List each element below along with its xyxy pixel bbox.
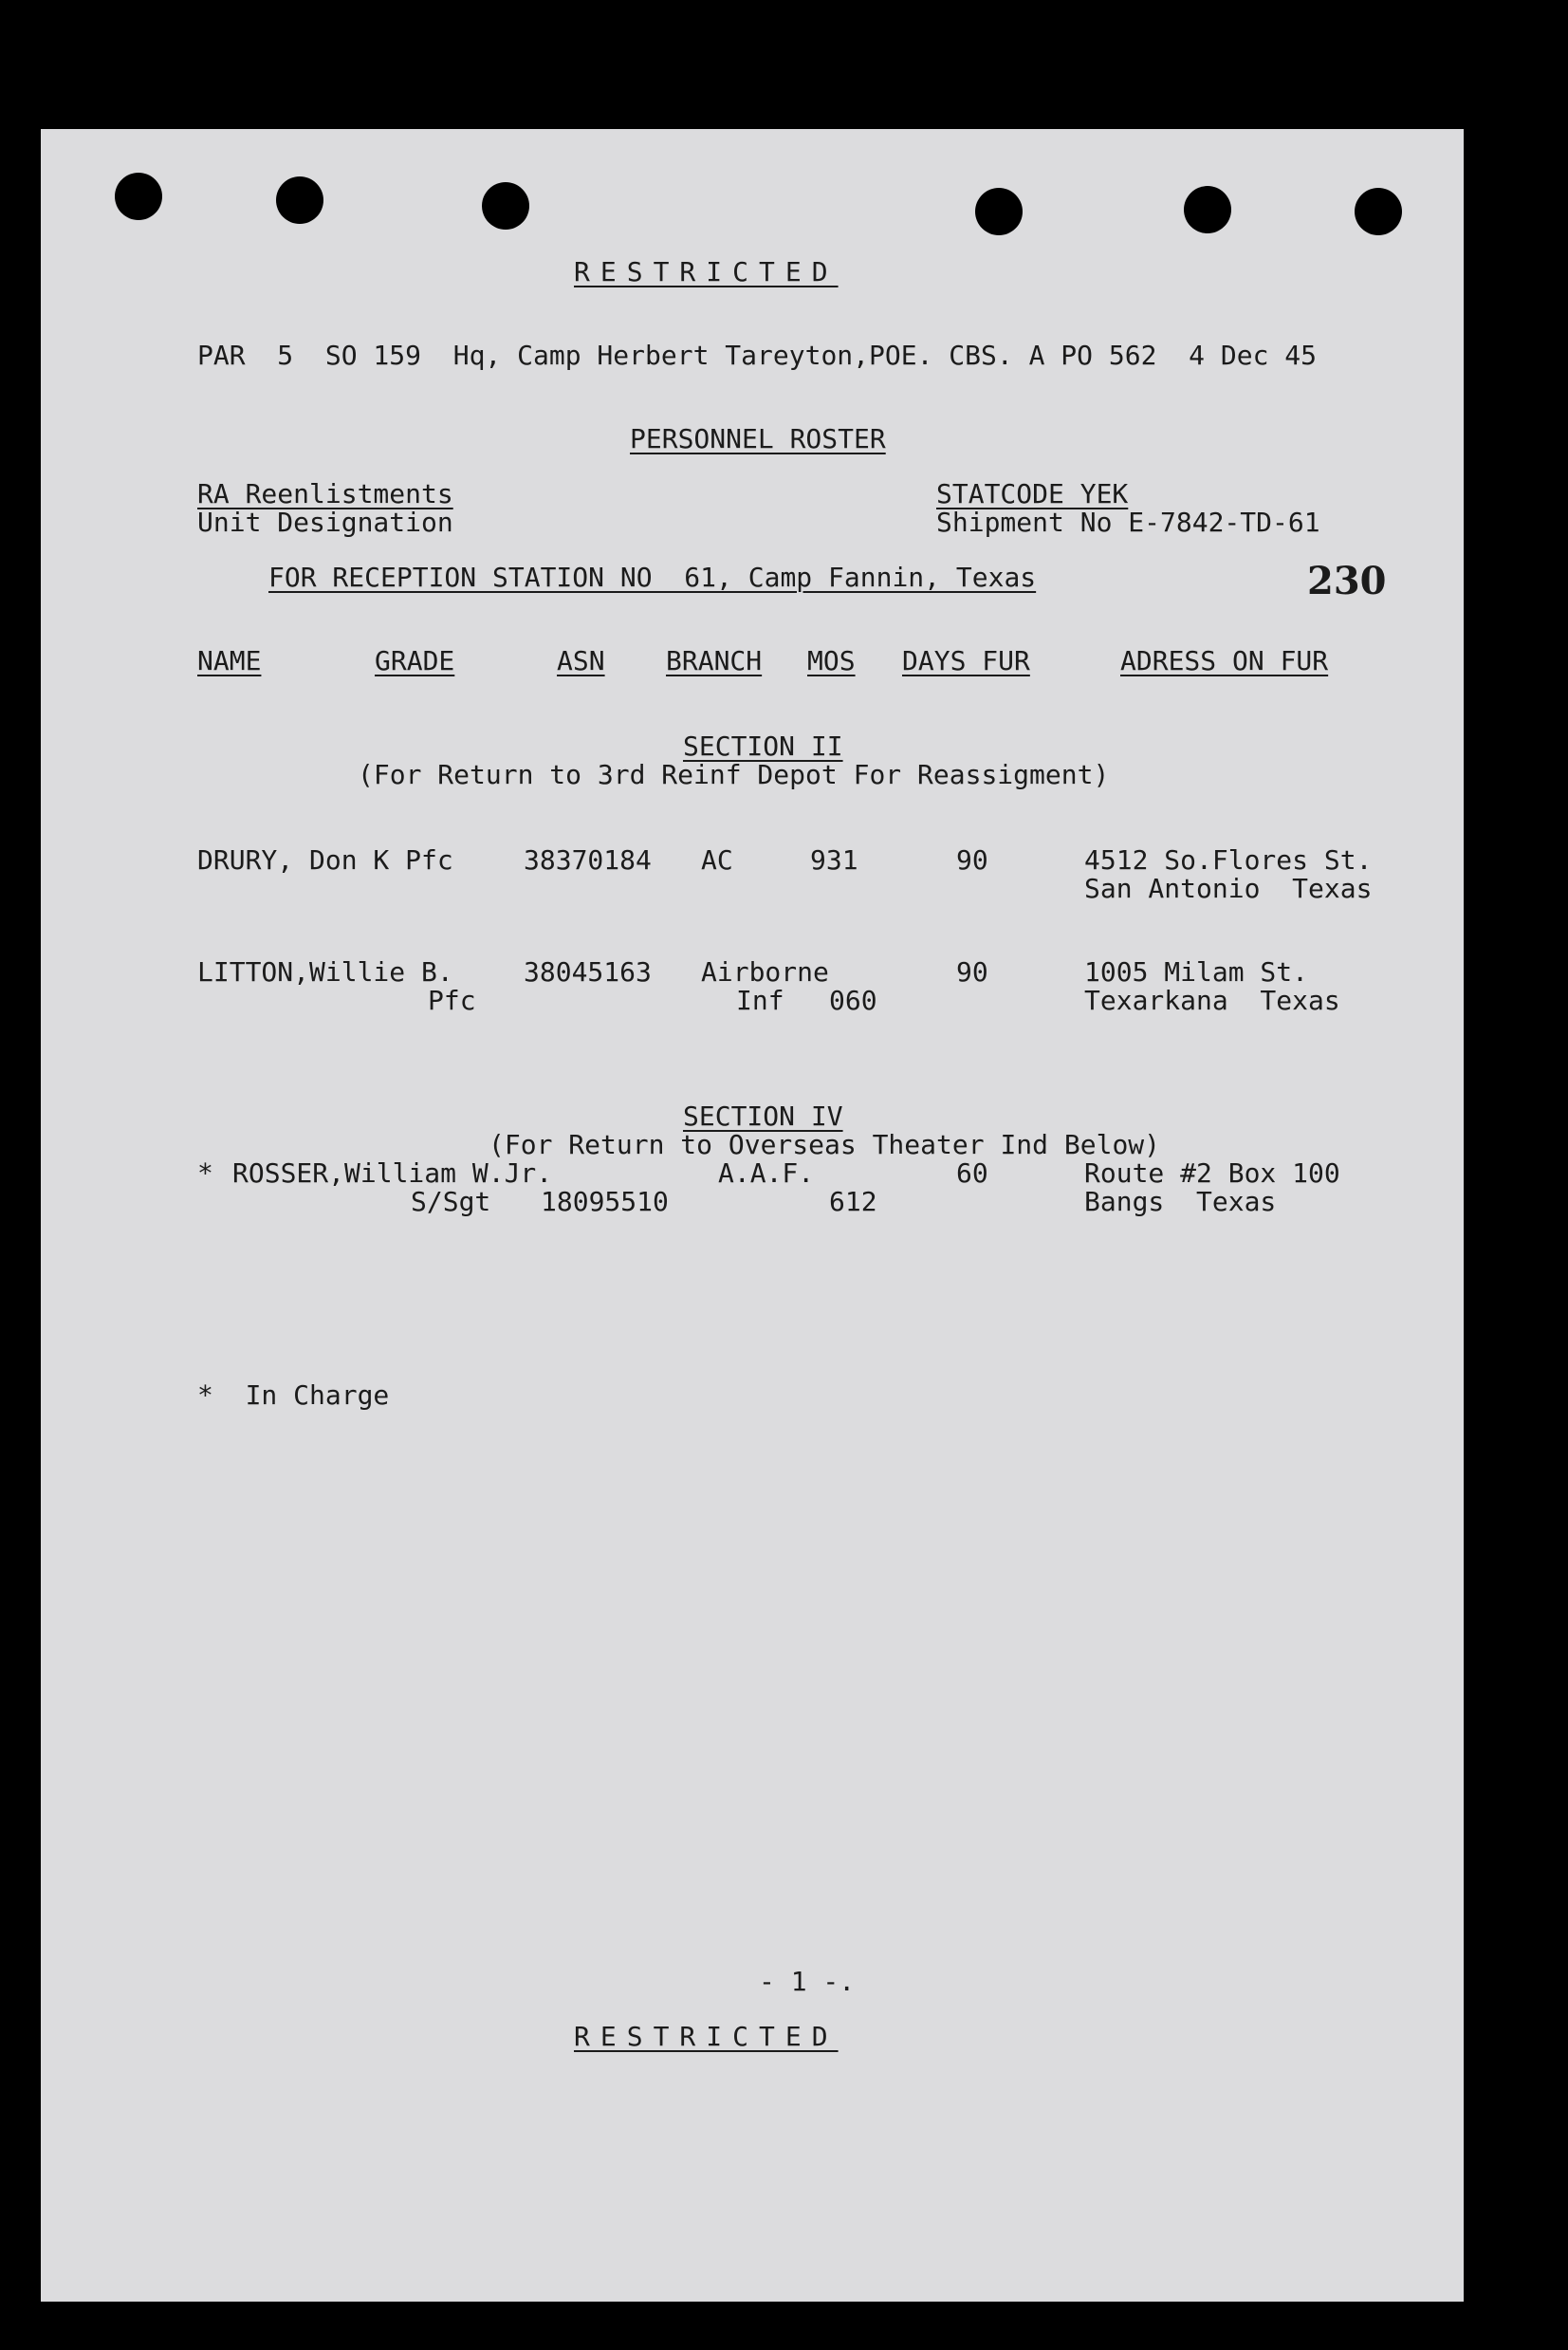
roster-address-line1: 1005 Milam St. [1084, 956, 1309, 988]
column-header-days-fur: DAYS FUR [902, 645, 1030, 676]
order-line: PAR 5 SO 159 Hq, Camp Herbert Tareyton,POE. CBS. A PO 562 4 Dec 45 [197, 340, 1318, 371]
document-title: PERSONNEL ROSTER [630, 423, 886, 454]
roster-grade: Pfc [428, 985, 476, 1016]
section-4-subtitle: (For Return to Overseas Theater Ind Below) [489, 1129, 1161, 1160]
roster-asn: 38370184 [524, 844, 652, 876]
roster-address-line1: 4512 So.Flores St. [1084, 844, 1373, 876]
roster-days: 90 [956, 844, 988, 876]
roster-asn: 18095510 [541, 1186, 669, 1217]
section-2-heading: SECTION II [683, 731, 843, 762]
roster-asn: 38045163 [524, 956, 652, 988]
roster-branch: A.A.F. [718, 1157, 815, 1189]
section-4-heading: SECTION IV [683, 1101, 843, 1132]
punch-hole [482, 182, 529, 230]
document-page [41, 129, 1464, 2302]
page-number: - 1 -. [759, 1966, 856, 1997]
roster-days: 60 [956, 1157, 988, 1189]
classification-header: RESTRICTED [574, 256, 839, 287]
punch-hole [276, 176, 323, 224]
statcode: STATCODE YEK [936, 478, 1129, 509]
roster-name: DRURY, Don K Pfc [197, 844, 453, 876]
unit-name: RA Reenlistments [197, 478, 453, 509]
punch-hole [975, 188, 1023, 235]
column-header-address: ADRESS ON FUR [1120, 645, 1329, 676]
roster-mos: 931 [810, 844, 858, 876]
section-2-subtitle: (For Return to 3rd Reinf Depot For Reassigment) [358, 759, 1110, 790]
column-header-mos: MOS [807, 645, 856, 676]
shipment-number: Shipment No E-7842-TD-61 [936, 507, 1320, 538]
roster-address-line2: Bangs Texas [1084, 1186, 1277, 1217]
roster-branch: Airborne [701, 956, 829, 988]
roster-name: ROSSER,William W.Jr. [232, 1157, 553, 1189]
footnote: * In Charge [197, 1379, 390, 1411]
roster-address-line2: San Antonio Texas [1084, 873, 1373, 904]
punch-hole [1355, 188, 1402, 235]
column-header-grade: GRADE [375, 645, 455, 676]
column-header-asn: ASN [557, 645, 605, 676]
roster-address-line1: Route #2 Box 100 [1084, 1157, 1340, 1189]
roster-name: LITTON,Willie B. [197, 956, 453, 988]
in-charge-marker: * [197, 1157, 213, 1189]
roster-address-line2: Texarkana Texas [1084, 985, 1340, 1016]
stamped-number: 230 [1307, 559, 1387, 603]
column-header-name: NAME [197, 645, 262, 676]
classification-footer: RESTRICTED [574, 2021, 839, 2052]
roster-branch: AC [701, 844, 733, 876]
punch-hole [115, 173, 162, 220]
roster-mos: 060 [829, 985, 877, 1016]
roster-grade: S/Sgt [411, 1186, 491, 1217]
punch-hole [1184, 186, 1231, 233]
roster-days: 90 [956, 956, 988, 988]
column-header-branch: BRANCH [666, 645, 763, 676]
roster-mos: 612 [829, 1186, 877, 1217]
unit-designation-label: Unit Designation [197, 507, 453, 538]
roster-branch-line2: Inf [736, 985, 784, 1016]
destination-line: FOR RECEPTION STATION NO 61, Camp Fannin, Texas [268, 562, 1037, 593]
